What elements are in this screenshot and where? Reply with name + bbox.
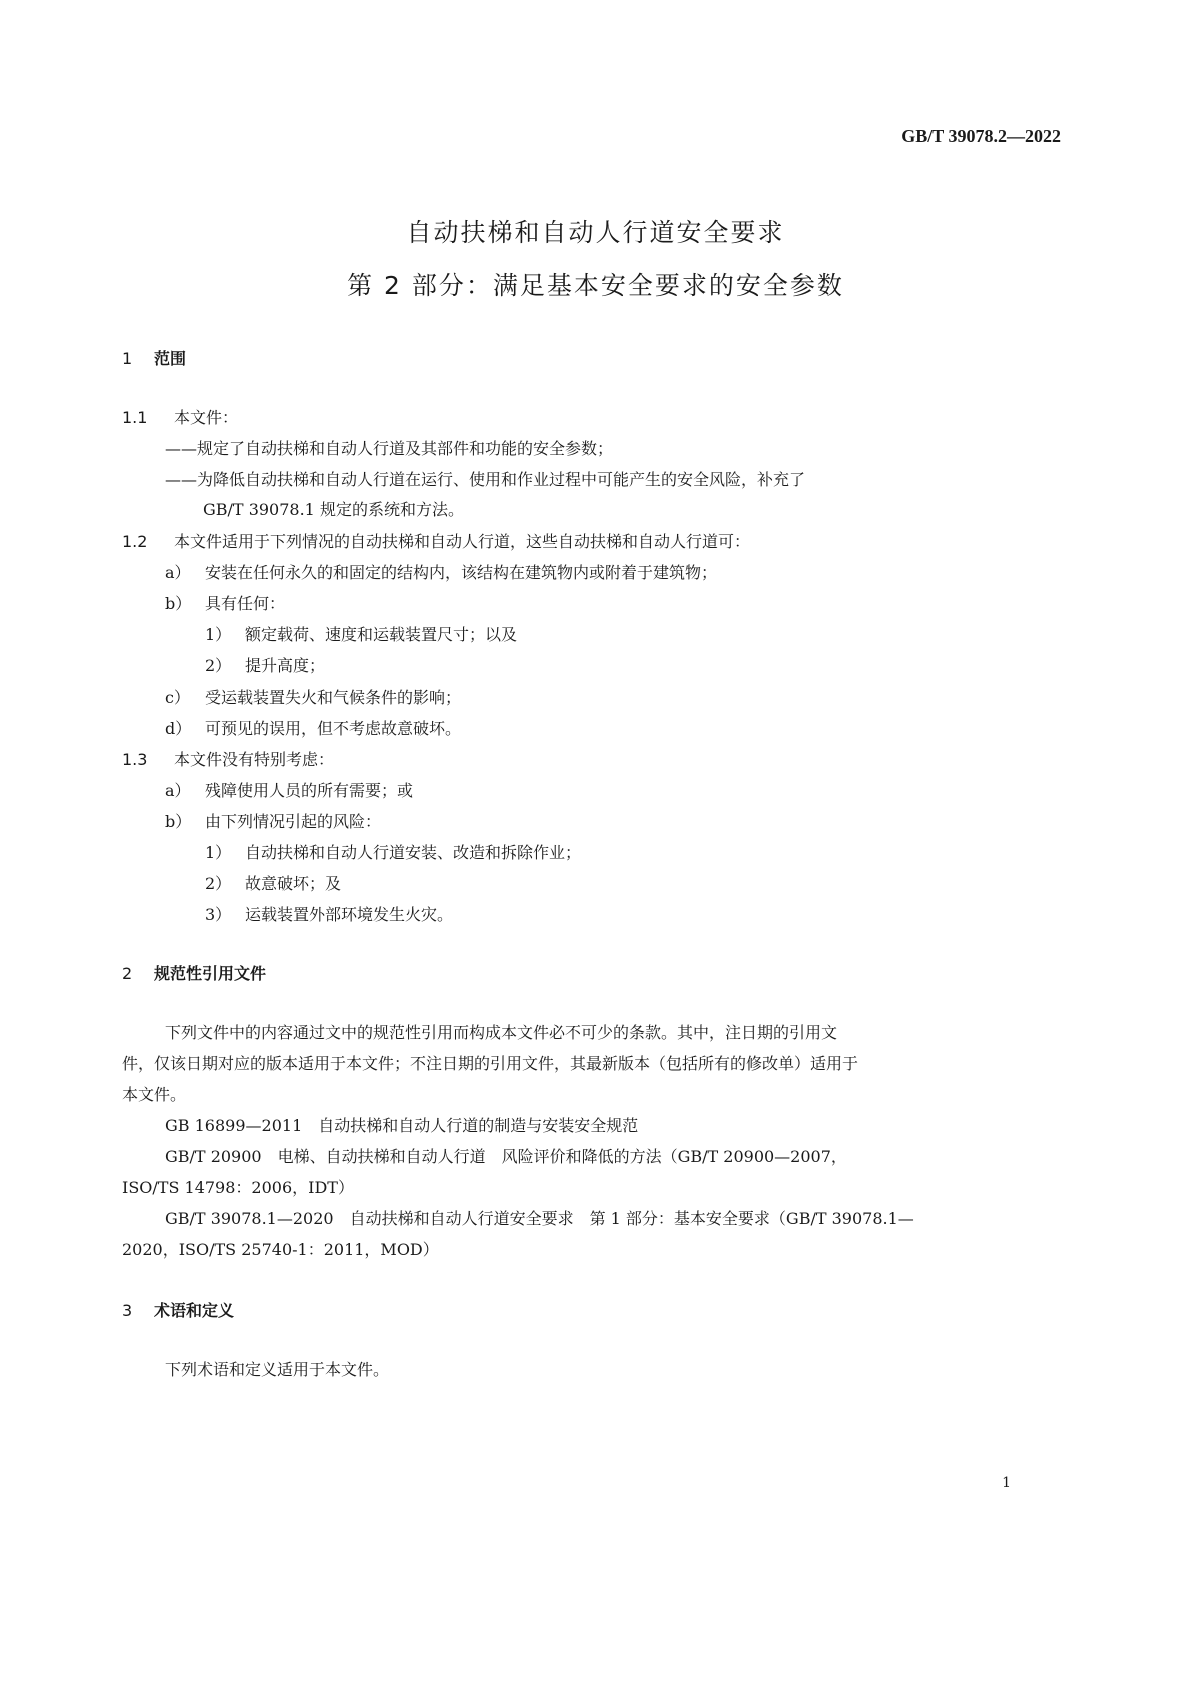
list-item-a — [165, 778, 413, 801]
clause-number: 1.3 — [122, 750, 148, 769]
list-text: 残障使用人员的所有需要；或 — [205, 781, 414, 800]
list-text: 由下列情况引起的风险： — [205, 812, 382, 831]
section-2-heading — [122, 961, 266, 984]
intro-line-2: 件，仅该日期对应的版本适用于本文件；不注日期的引用文件，其最新版本（包括所有的修改单）适用于 — [122, 1054, 859, 1073]
list-item-b — [165, 809, 381, 832]
document-title-line1: 自动扶梯和自动人行道安全要求 — [406, 218, 785, 247]
clause-1-2 — [122, 529, 750, 552]
clause-1-3 — [122, 747, 334, 770]
clause-text: 本文件没有特别考虑： — [174, 750, 335, 769]
list-marker: d） — [165, 719, 192, 738]
sub-item-2 — [205, 653, 325, 676]
sub-item-1 — [205, 840, 581, 863]
list-item-a — [165, 560, 717, 583]
reference-1: GB 16899—2011 自动扶梯和自动人行道的制造与安装安全规范 — [165, 1116, 639, 1135]
intro-line-3: 本文件。 — [122, 1085, 187, 1104]
section-number: 3 — [122, 1301, 133, 1320]
list-marker: 1） — [205, 843, 232, 862]
section-title: 术语和定义 — [154, 1301, 235, 1320]
list-marker: b） — [165, 812, 192, 831]
standard-code: GB/T 39078.2—2022 — [901, 126, 1061, 146]
list-item-d — [165, 716, 461, 739]
dash-item-1: ——规定了自动扶梯和自动人行道及其部件和功能的安全参数； — [165, 439, 614, 458]
section-1-heading — [122, 346, 186, 369]
section-title: 规范性引用文件 — [154, 964, 267, 983]
list-text: 可预见的误用，但不考虑故意破坏。 — [205, 719, 462, 738]
clause-number: 1.1 — [122, 408, 148, 427]
list-item-c — [165, 685, 461, 708]
clause-number: 1.2 — [122, 532, 148, 551]
clause-1-1 — [122, 405, 238, 428]
sub-item-2 — [205, 871, 341, 894]
list-item-b — [165, 591, 285, 614]
page-number: 1 — [1002, 1475, 1011, 1491]
list-text: 具有任何： — [205, 594, 286, 613]
reference-3-line1: GB/T 39078.1—2020 自动扶梯和自动人行道安全要求 第 1 部分：基本安全要求（GB/T 39078.1— — [165, 1209, 914, 1228]
list-marker: a） — [165, 563, 191, 582]
list-marker: 2） — [205, 874, 232, 893]
dash-item-2-continuation: GB/T 39078.1 规定的系统和方法。 — [203, 500, 464, 519]
intro-line-1: 下列文件中的内容通过文中的规范性引用而构成本文件必不可少的条款。其中，注日期的引用文 — [165, 1023, 838, 1042]
list-text: 运载装置外部环境发生火灾。 — [245, 905, 454, 924]
list-marker: 3） — [205, 905, 232, 924]
reference-2-line2: ISO/TS 14798：2006，IDT） — [122, 1178, 354, 1197]
section-number: 2 — [122, 964, 133, 983]
reference-3-line2: 2020，ISO/TS 25740-1：2011，MOD） — [122, 1240, 439, 1259]
list-text: 自动扶梯和自动人行道安装、改造和拆除作业； — [245, 843, 582, 862]
clause-text: 本文件适用于下列情况的自动扶梯和自动人行道，这些自动扶梯和自动人行道可： — [174, 532, 751, 551]
section-3-text: 下列术语和定义适用于本文件。 — [165, 1360, 390, 1379]
dash-item-2: ——为降低自动扶梯和自动人行道在运行、使用和作业过程中可能产生的安全风险，补充了 — [165, 470, 806, 489]
list-marker: a） — [165, 781, 191, 800]
list-text: 提升高度； — [245, 656, 326, 675]
section-title: 范围 — [154, 349, 187, 368]
document-title-line2: 第 2 部分：满足基本安全要求的安全参数 — [347, 271, 844, 300]
list-marker: 2） — [205, 656, 232, 675]
list-marker: c） — [165, 688, 190, 707]
section-3-heading — [122, 1298, 234, 1321]
list-text: 受运载装置失火和气候条件的影响； — [205, 688, 462, 707]
list-text: 安装在任何永久的和固定的结构内，该结构在建筑物内或附着于建筑物； — [205, 563, 718, 582]
sub-item-1 — [205, 622, 517, 645]
sub-item-3 — [205, 902, 453, 925]
list-text: 额定载荷、速度和运载装置尺寸；以及 — [245, 625, 518, 644]
list-text: 故意破坏；及 — [245, 874, 342, 893]
clause-text: 本文件： — [174, 408, 239, 427]
reference-2-line1: GB/T 20900 电梯、自动扶梯和自动人行道 风险评价和降低的方法（GB/T 20900—2007， — [165, 1147, 847, 1166]
section-number: 1 — [122, 349, 133, 368]
list-marker: b） — [165, 594, 192, 613]
list-marker: 1） — [205, 625, 232, 644]
